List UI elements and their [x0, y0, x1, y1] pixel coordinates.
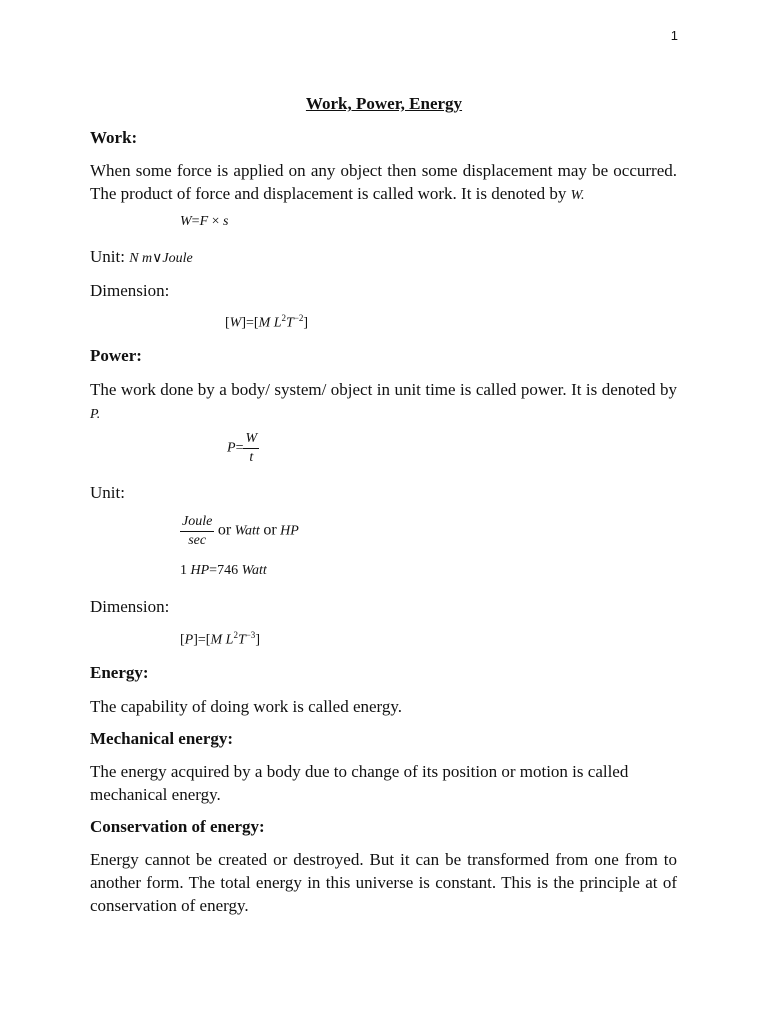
work-symbol: W: [570, 188, 581, 203]
power-symbol: P: [90, 407, 97, 422]
conservation-paragraph: Energy cannot be created or destroyed. But it can be transformed from one from to another form. The total energy in this universe is constant. This is the principle at of conservation of energy.: [90, 850, 677, 915]
unit-hp: HP: [280, 523, 299, 539]
power-formula-eq: =: [235, 440, 244, 456]
work-paragraph: When some force is applied on any object then some displacement may be occurred. The product of force and displacement is called work. It is denoted by W.: [90, 161, 677, 203]
dim-length: L: [273, 315, 282, 331]
work-formula-lhs: W: [180, 214, 192, 229]
dim-length: L: [225, 632, 234, 648]
dim-mass: M: [210, 632, 223, 648]
document-title: Work, Power, Energy: [305, 94, 463, 113]
hp-relation-one: 1: [180, 563, 187, 578]
power-formula-lhs: P: [227, 440, 236, 456]
work-formula-displacement: s: [223, 214, 229, 229]
power-formula-numerator: W: [243, 431, 259, 449]
work-unit-row: [90, 247, 193, 267]
mechanical-energy-paragraph: The energy acquired by a body due to change of its position or motion is called mechanical energy.: [90, 762, 629, 804]
conservation-heading: Conservation of energy:: [90, 817, 265, 836]
power-dimension-var: P: [184, 632, 194, 648]
dim-length-exp: 2: [281, 313, 287, 323]
power-paragraph-text: The work done by a body/ system/ object in unit time is called power. It is denoted by: [90, 380, 677, 399]
hp-relation: [180, 563, 267, 579]
hp-relation-unit: Watt: [241, 563, 267, 578]
work-dimension-var: W: [229, 315, 242, 331]
power-dimension-formula: [P]=[M $L^2T^{-3}$]: [180, 630, 260, 648]
energy-paragraph: The capability of doing work is called energy.: [90, 697, 403, 716]
power-unit-fraction: [180, 514, 214, 549]
unit-joule: Joule: [162, 251, 193, 266]
unit-newton-meter: N m: [129, 251, 153, 266]
work-heading: Work:: [90, 128, 138, 147]
work-dimension-label: Dimension:: [90, 281, 170, 300]
dim-length-exp: 2: [233, 630, 238, 640]
dim-time-exp: −3: [245, 630, 256, 640]
work-paragraph-text: When some force is applied on any object then some displacement may be occurred. The product of force and displacement is called work. It is denoted by: [90, 161, 677, 203]
unit-or-symbol: ∨: [152, 251, 163, 266]
work-unit-value: [129, 251, 193, 266]
power-paragraph: The work done by a body/ system/ object in unit time is called power. It is denoted by P.: [90, 380, 677, 422]
dim-time: T: [286, 315, 294, 331]
hp-relation-value: 746: [217, 563, 239, 578]
work-formula-force: F: [199, 214, 209, 229]
power-formula: [227, 431, 259, 466]
energy-heading: Energy:: [90, 663, 149, 682]
power-dimension-label: Dimension:: [90, 597, 170, 616]
power-formula-fraction: [243, 431, 259, 466]
unit-watt: Watt: [234, 523, 260, 539]
power-unit-formula: [180, 514, 299, 549]
power-unit-label: Unit:: [90, 483, 125, 502]
dim-time: T: [237, 632, 246, 648]
hp-relation-eq: =: [209, 563, 218, 578]
work-unit-label: Unit:: [90, 247, 125, 266]
work-formula-times: ×: [211, 214, 220, 229]
work-formula: [180, 214, 229, 230]
dim-time-exp: −2: [293, 313, 304, 323]
unit-joule-numerator: Joule: [180, 514, 214, 532]
mechanical-energy-heading: Mechanical energy:: [90, 729, 234, 748]
power-formula-denominator: t: [249, 450, 254, 465]
hp-relation-hp: HP: [190, 563, 210, 578]
page-number: 1: [670, 28, 678, 43]
dim-mass: M: [258, 315, 271, 331]
work-formula-eq: =: [191, 214, 200, 229]
unit-or-1: or: [217, 521, 232, 539]
unit-or-2: or: [263, 521, 277, 539]
power-heading: Power:: [90, 346, 142, 365]
unit-sec-denominator: sec: [188, 533, 207, 548]
work-dimension-formula: [W]=[M $L^2T^{-2}$]: [225, 313, 309, 331]
